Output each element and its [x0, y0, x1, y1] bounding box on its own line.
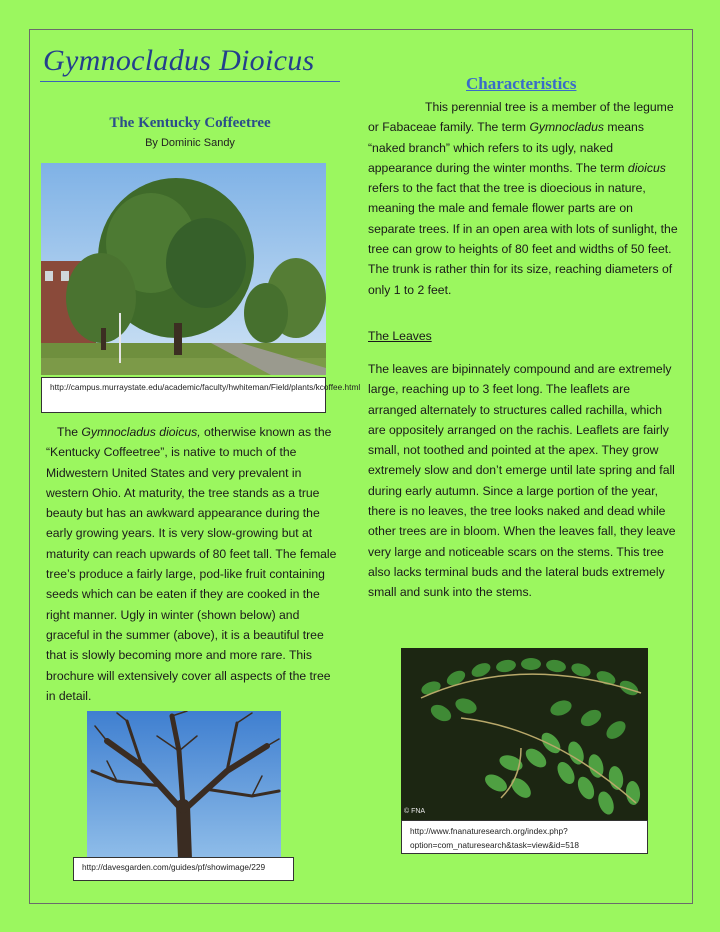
summer-tree-photo [41, 163, 326, 375]
characteristics-paragraph [368, 97, 680, 300]
characteristics-heading: Characteristics [466, 74, 577, 93]
char-text-em2: dioicus [627, 160, 666, 175]
title-rule [40, 81, 340, 82]
page-title: Gymnocladus Dioicus [43, 44, 315, 77]
intro-paragraph [46, 422, 338, 706]
char-text-b: means “naked branch” which refers to its ugly, naked appearance during the winter months. The term [368, 120, 644, 175]
intro-text-b: otherwise known as the “Kentucky Coffeetree”, is native to much of the Midwestern United States and very prevalent in western Ohio. At maturity, the tree stands as a true beauty but has an awkward appearance during the early growing years. It is very slow-growing but at maturity can reach upwards of 80 feet tall. The female tree’s produce a fairly large, pod-like fruit containing seeds which can be eaten if they are cooked in the right manner. Ugly in winter (shown below) and graceful in the summer (above), it is a beautiful tree that is slowly becoming more and more rare. This brochure will extensively cover all aspects of the tree in detail. [46, 425, 337, 703]
leaves-photo [401, 648, 648, 820]
intro-text-em: Gymnocladus dioicus, [81, 425, 201, 439]
leaves-illustration [401, 648, 648, 820]
leaves-photo-caption: http://www.fnanaturesearch.org/index.php?option=com_naturesearch&task=view&id=518 [401, 820, 648, 854]
char-text-em1: Gymnocladus [529, 120, 604, 135]
winter-photo-caption: http://davesgarden.com/guides/pf/showimage/229 [73, 857, 294, 881]
summer-tree-illustration [41, 163, 326, 375]
char-text-c: refers to the fact that the tree is dioecious in nature, meaning the male and female flower parts are on separate trees. If in an open area with lots of sunlight, the tree can grow to heights of 80 feet and widths of 50 feet. The trunk is rather thin for its size, reaching diameters of only 1 to 2 feet. [368, 181, 678, 297]
char-text-a: This perennial tree is a member of the legume or Fabaceae family. The term [368, 100, 674, 135]
subtitle: The Kentucky Coffeetree [109, 115, 271, 131]
byline: By Dominic Sandy [145, 137, 235, 149]
summer-photo-caption: http://campus.murraystate.edu/academic/faculty/hwhiteman/Field/plants/kcoffee.html [41, 377, 326, 413]
intro-text-a: The [57, 425, 82, 439]
winter-tree-photo [87, 711, 281, 859]
winter-tree-illustration [87, 711, 281, 859]
leaves-watermark: © FNA [404, 808, 426, 815]
leaves-heading: The Leaves [368, 329, 432, 343]
leaves-paragraph: The leaves are bipinnately compound and are extremely large, reaching up to 3 feet long. The leaflets are arranged alternately to structures called rachilla, which are oppositely arranged on the rachis. Leaflets are fairly small, not toothed and pointed at the apex. They grow extremely slow and don’t emerge until late spring and fall during early autumn. Since a large portion of the year, there is no leaves, the tree looks naked and dead while other trees are in bloom. When the leaves fall, they leave very large and noticeable scars on the stems. This tree also lacks terminal buds and the lateral buds extremely small and sunk into the stems. [368, 362, 676, 600]
